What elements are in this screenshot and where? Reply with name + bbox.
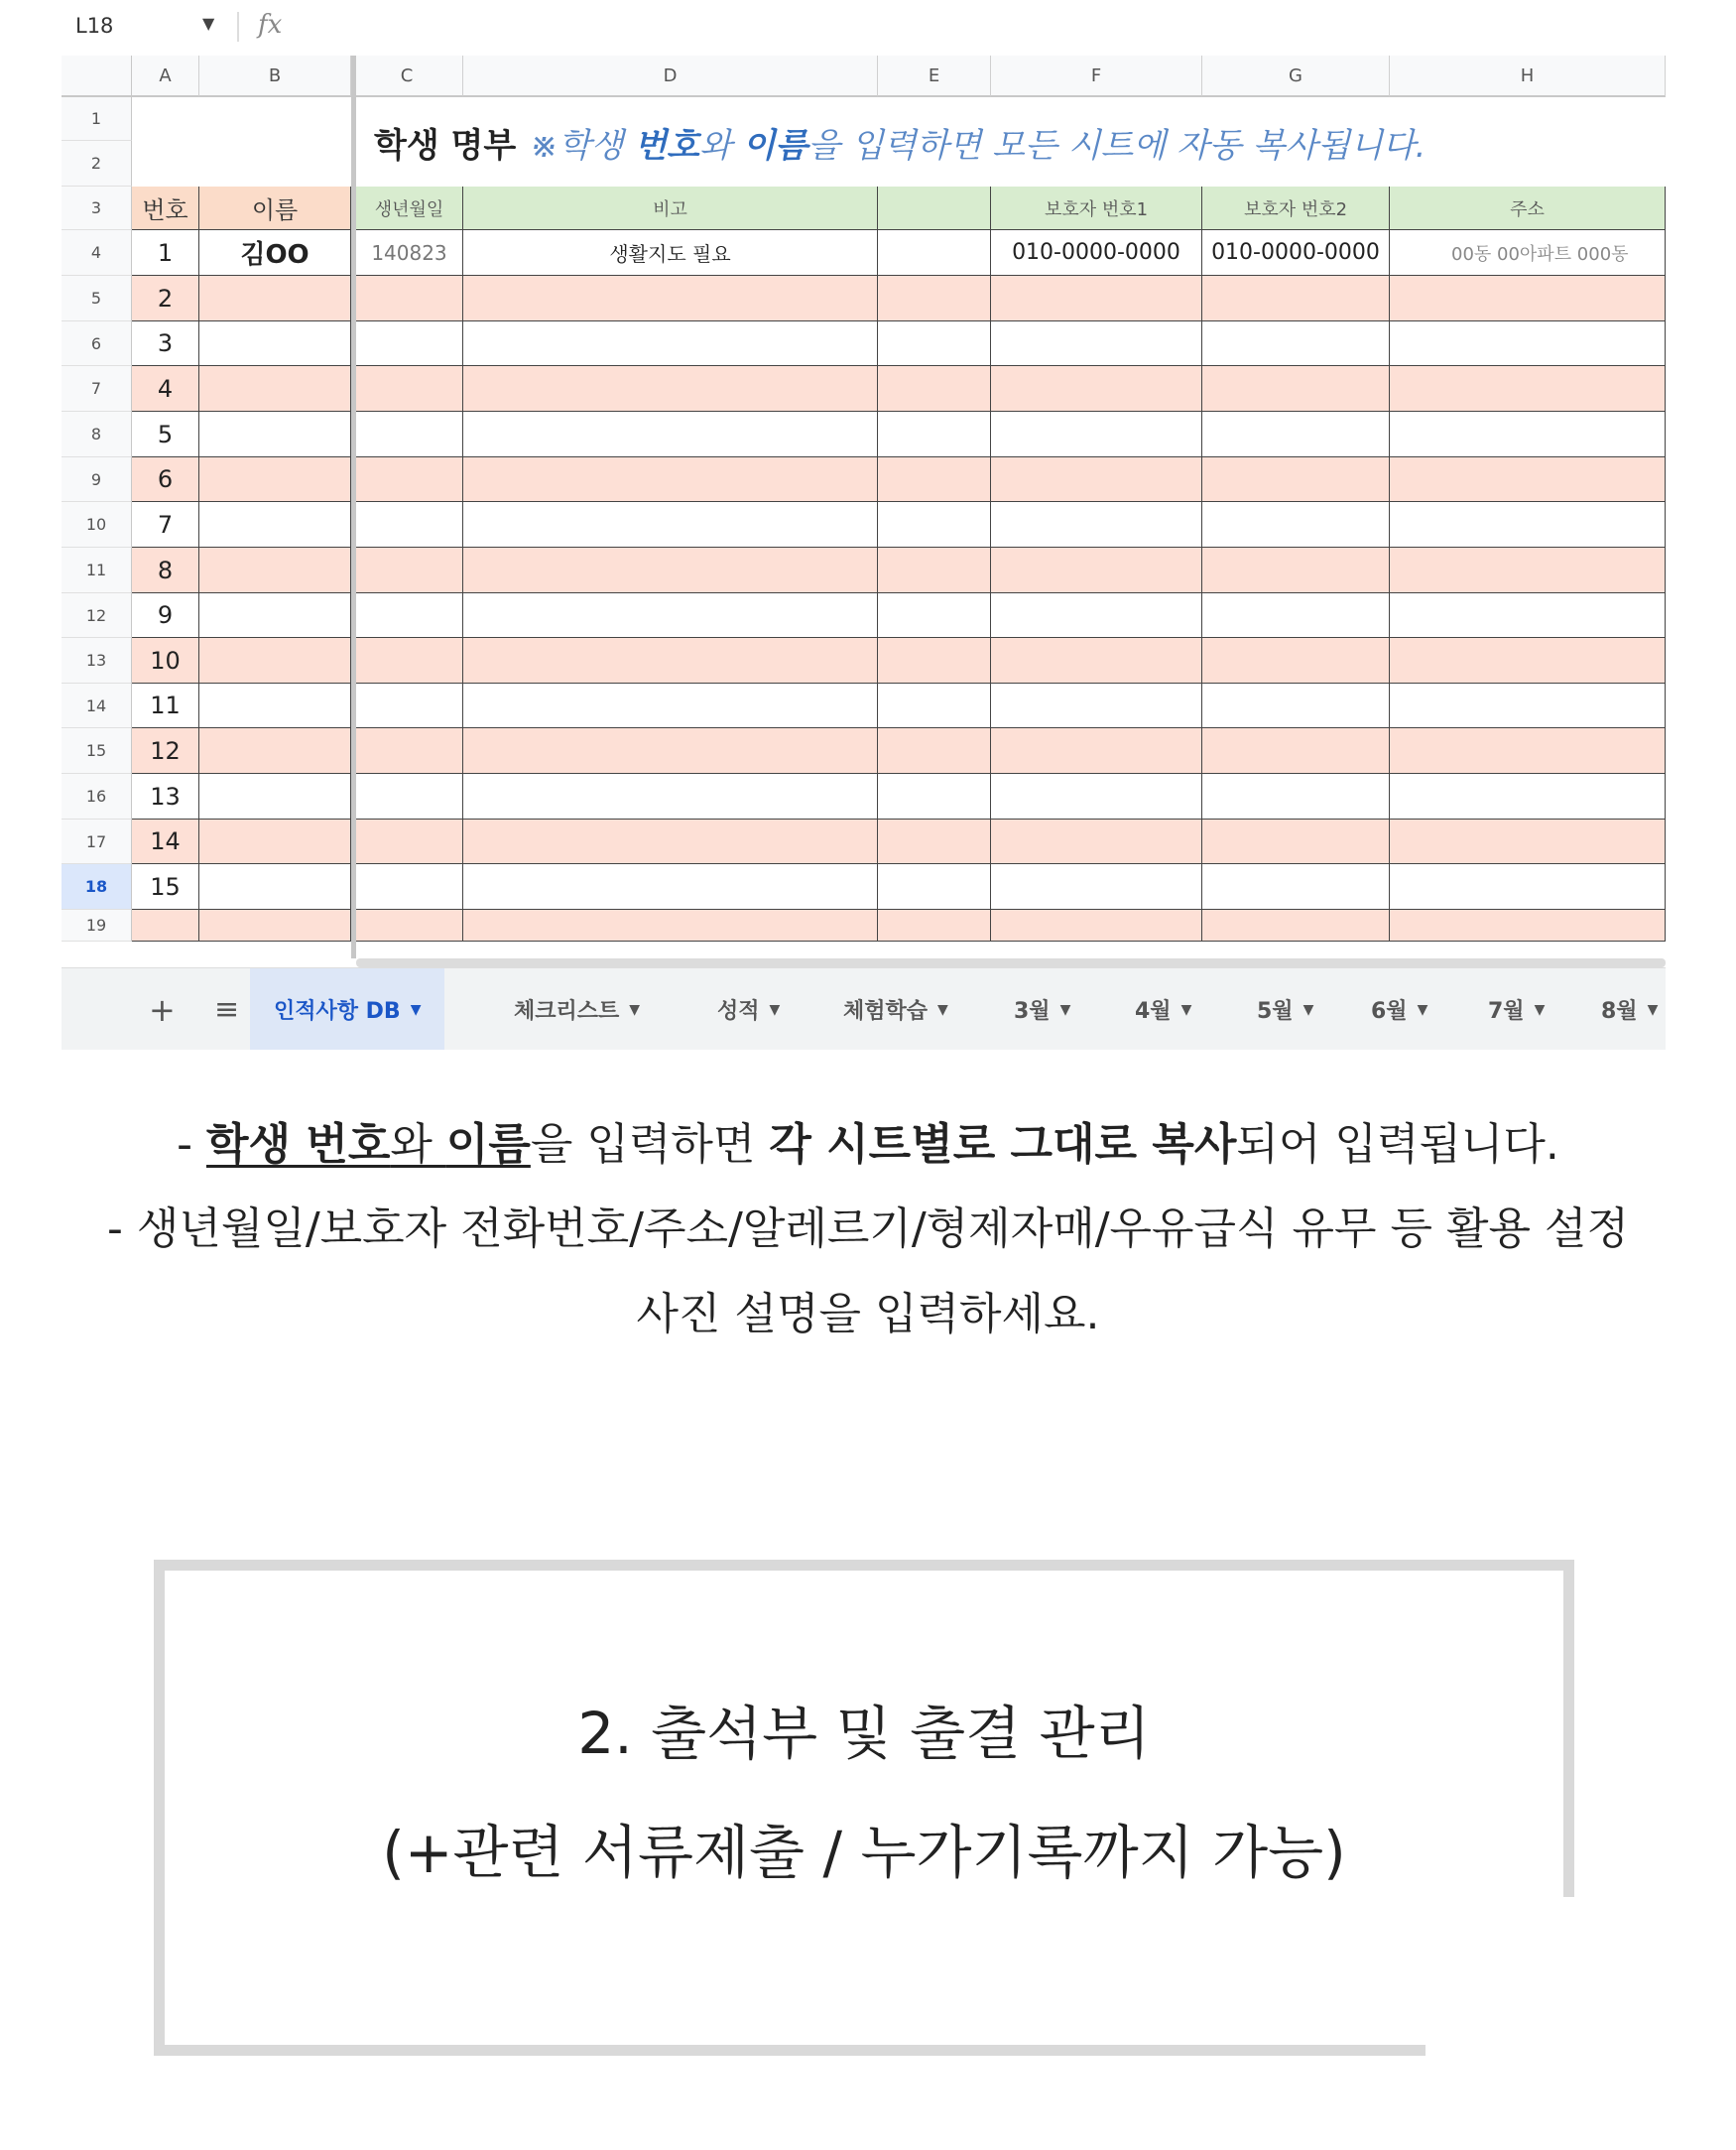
- table-cell[interactable]: [991, 910, 1202, 942]
- table-cell[interactable]: [199, 366, 351, 412]
- row-header-17[interactable]: 17: [62, 820, 132, 864]
- sheet-list-icon[interactable]: ≡: [214, 992, 240, 1027]
- box-border-bottom: [154, 2045, 1426, 2056]
- section-title: 2. 출석부 및 출결 관리: [577, 1700, 1151, 1767]
- table-cell[interactable]: [878, 321, 991, 366]
- row-header-16[interactable]: 16: [62, 774, 132, 820]
- table-header-cell[interactable]: 번호: [132, 187, 199, 230]
- table-cell[interactable]: [1202, 321, 1390, 366]
- tab-label: 4월: [1135, 999, 1172, 1024]
- table-cell[interactable]: [199, 910, 351, 942]
- table-cell[interactable]: [463, 321, 878, 366]
- row-number-cell[interactable]: 9: [132, 593, 199, 638]
- table-cell[interactable]: [991, 820, 1202, 864]
- table-cell[interactable]: [463, 457, 878, 502]
- table-cell[interactable]: [199, 412, 351, 457]
- column-header-B[interactable]: B: [199, 56, 351, 97]
- chevron-down-icon[interactable]: ▼: [937, 1001, 948, 1018]
- table-cell[interactable]: [991, 684, 1202, 728]
- table-cell[interactable]: [356, 820, 463, 864]
- table-cell[interactable]: [991, 728, 1202, 774]
- table-cell[interactable]: [356, 457, 463, 502]
- row-header-15[interactable]: 15: [62, 728, 132, 774]
- row-header-3[interactable]: 3: [62, 187, 132, 230]
- fx-icon: fx: [258, 10, 283, 40]
- section-subtitle: (+관련 서류제출 / 누가기록까지 가능): [382, 1819, 1346, 1886]
- table-cell[interactable]: [878, 593, 991, 638]
- table-cell[interactable]: [1202, 457, 1390, 502]
- table-cell[interactable]: [463, 864, 878, 910]
- table-cell[interactable]: [356, 276, 463, 321]
- row-header-8[interactable]: 8: [62, 412, 132, 457]
- table-cell[interactable]: [878, 638, 991, 684]
- table-cell[interactable]: [1202, 820, 1390, 864]
- table-cell[interactable]: [991, 412, 1202, 457]
- tab-체험학습[interactable]: [843, 968, 948, 1050]
- table-cell[interactable]: [1390, 864, 1666, 910]
- row-header-5[interactable]: 5: [62, 276, 132, 321]
- table-cell[interactable]: [199, 321, 351, 366]
- table-cell[interactable]: [1202, 728, 1390, 774]
- row-header-10[interactable]: 10: [62, 502, 132, 548]
- row-number-cell[interactable]: 8: [132, 548, 199, 593]
- row-number-cell[interactable]: 10: [132, 638, 199, 684]
- row-header-12[interactable]: 12: [62, 593, 132, 638]
- tab-label: 6월: [1371, 999, 1408, 1024]
- row-header-7[interactable]: 7: [62, 366, 132, 412]
- column-header-E[interactable]: E: [878, 56, 991, 97]
- table-cell[interactable]: [463, 412, 878, 457]
- caption-line-2: - 생년월일/보호자 전화번호/주소/알레르기/형제자매/우유급식 유무 등 활용 설정: [106, 1203, 1630, 1254]
- tab-label: 3월: [1014, 999, 1051, 1024]
- row-header-4[interactable]: 4: [62, 230, 132, 276]
- table-cell[interactable]: [1202, 593, 1390, 638]
- table-cell[interactable]: [463, 774, 878, 820]
- table-header-cell[interactable]: 주소: [1390, 187, 1666, 230]
- table-cell[interactable]: 생활지도 필요: [463, 230, 878, 276]
- name-box[interactable]: L18: [75, 14, 114, 38]
- table-cell[interactable]: [463, 820, 878, 864]
- table-cell[interactable]: [199, 638, 351, 684]
- table-cell[interactable]: 010-0000-0000: [991, 230, 1202, 276]
- table-cell[interactable]: [356, 638, 463, 684]
- row-header-1[interactable]: 1: [62, 97, 132, 141]
- table-cell[interactable]: [1390, 593, 1666, 638]
- table-cell[interactable]: [878, 230, 991, 276]
- divider: [237, 12, 239, 42]
- table-header-cell[interactable]: 보호자 번호1: [991, 187, 1202, 230]
- table-cell[interactable]: [463, 548, 878, 593]
- row-number-cell[interactable]: 14: [132, 820, 199, 864]
- spreadsheet: [62, 0, 1666, 1050]
- table-cell[interactable]: [199, 864, 351, 910]
- row-number-cell[interactable]: 4: [132, 366, 199, 412]
- table-cell[interactable]: [878, 412, 991, 457]
- table-cell[interactable]: [878, 684, 991, 728]
- tab-label: 인적사항 DB: [274, 999, 401, 1024]
- table-cell[interactable]: [356, 864, 463, 910]
- row-header-18[interactable]: 18: [62, 864, 132, 910]
- row-number-cell[interactable]: 5: [132, 412, 199, 457]
- table-cell[interactable]: [463, 638, 878, 684]
- chevron-down-icon[interactable]: ▼: [1647, 1001, 1659, 1018]
- chevron-down-icon[interactable]: ▼: [629, 1001, 641, 1018]
- horizontal-scrollbar[interactable]: [356, 958, 1666, 967]
- table-cell[interactable]: [991, 457, 1202, 502]
- table-cell[interactable]: [1390, 548, 1666, 593]
- table-cell[interactable]: [356, 412, 463, 457]
- row-header-14[interactable]: 14: [62, 684, 132, 728]
- table-cell[interactable]: [878, 910, 991, 942]
- tab-label: 체험학습: [843, 999, 929, 1024]
- table-cell[interactable]: [356, 502, 463, 548]
- table-cell[interactable]: [356, 366, 463, 412]
- table-cell[interactable]: [991, 774, 1202, 820]
- title-note: ※학생 번호와 이름을 입력하면 모든 시트에 자동 복사됩니다.: [530, 125, 1426, 166]
- table-header-cell[interactable]: [878, 187, 991, 230]
- table-cell[interactable]: [1202, 412, 1390, 457]
- box-border-left: [154, 1560, 165, 2056]
- tab-3월[interactable]: [1014, 968, 1070, 1050]
- tab-label: 7월: [1488, 999, 1525, 1024]
- table-cell[interactable]: [878, 728, 991, 774]
- tab-성적[interactable]: [717, 968, 780, 1050]
- table-cell[interactable]: [991, 548, 1202, 593]
- table-cell[interactable]: [356, 321, 463, 366]
- formula-bar: [62, 0, 1666, 58]
- chevron-down-icon[interactable]: ▼: [202, 14, 215, 33]
- tab-인적사항 DB[interactable]: [250, 968, 444, 1050]
- row-number-cell[interactable]: 6: [132, 457, 199, 502]
- table-cell[interactable]: [1390, 728, 1666, 774]
- table-cell[interactable]: [199, 728, 351, 774]
- tab-label: 8월: [1601, 999, 1638, 1024]
- table-cell[interactable]: [1390, 366, 1666, 412]
- table-cell[interactable]: [878, 366, 991, 412]
- table-cell[interactable]: [878, 820, 991, 864]
- sheet-tab-bar: [62, 967, 1666, 1050]
- chevron-down-icon[interactable]: ▼: [1180, 1001, 1192, 1018]
- table-cell[interactable]: [991, 593, 1202, 638]
- table-cell[interactable]: [991, 366, 1202, 412]
- table-cell[interactable]: [991, 502, 1202, 548]
- tab-5월[interactable]: [1257, 968, 1313, 1050]
- sheet-title[interactable]: [356, 97, 1666, 187]
- chevron-down-icon[interactable]: ▼: [1417, 1001, 1428, 1018]
- table-cell[interactable]: [463, 502, 878, 548]
- table-cell[interactable]: [878, 548, 991, 593]
- caption-line-1: - 학생 번호와 이름을 입력하면 각 시트별로 그대로 복사되어 입력됩니다.: [177, 1119, 1559, 1170]
- table-cell[interactable]: [199, 548, 351, 593]
- add-sheet-icon[interactable]: +: [149, 990, 176, 1029]
- table-header-cell[interactable]: 비고: [463, 187, 878, 230]
- table-cell[interactable]: [1390, 774, 1666, 820]
- row-number-cell[interactable]: 2: [132, 276, 199, 321]
- table-cell[interactable]: [991, 276, 1202, 321]
- row-number-cell[interactable]: 1: [132, 230, 199, 276]
- column-header-H[interactable]: H: [1390, 56, 1666, 97]
- table-cell[interactable]: [1390, 457, 1666, 502]
- table-cell[interactable]: [1390, 820, 1666, 864]
- row-number-cell[interactable]: 11: [132, 684, 199, 728]
- row-header-13[interactable]: 13: [62, 638, 132, 684]
- column-header-F[interactable]: F: [991, 56, 1202, 97]
- table-cell[interactable]: [1202, 366, 1390, 412]
- chevron-down-icon[interactable]: ▼: [769, 1001, 781, 1018]
- table-cell[interactable]: [878, 276, 991, 321]
- table-cell[interactable]: 140823: [356, 230, 463, 276]
- select-all-corner[interactable]: [62, 56, 132, 97]
- table-cell[interactable]: 00동 00아파트 000동: [1390, 230, 1666, 276]
- table-header-cell[interactable]: 이름: [199, 187, 351, 230]
- freeze-divider[interactable]: [351, 56, 356, 958]
- table-cell[interactable]: [199, 774, 351, 820]
- table-cell[interactable]: [199, 684, 351, 728]
- tab-8월[interactable]: [1601, 968, 1658, 1050]
- tab-label: 성적: [717, 999, 760, 1024]
- table-cell[interactable]: 김OO: [199, 230, 351, 276]
- table-cell[interactable]: [1390, 502, 1666, 548]
- chevron-down-icon[interactable]: ▼: [1302, 1001, 1314, 1018]
- table-cell[interactable]: [463, 728, 878, 774]
- table-cell[interactable]: [356, 593, 463, 638]
- table-cell[interactable]: [1202, 276, 1390, 321]
- table-header-cell[interactable]: 보호자 번호2: [1202, 187, 1390, 230]
- table-cell[interactable]: [1202, 638, 1390, 684]
- table-cell[interactable]: [356, 684, 463, 728]
- chevron-down-icon[interactable]: ▼: [1534, 1001, 1546, 1018]
- table-cell[interactable]: [199, 457, 351, 502]
- table-header-cell[interactable]: 생년월일: [356, 187, 463, 230]
- table-cell[interactable]: [356, 728, 463, 774]
- table-cell[interactable]: [463, 366, 878, 412]
- row-header-19[interactable]: 19: [62, 910, 132, 942]
- table-cell[interactable]: [1202, 864, 1390, 910]
- column-header-C[interactable]: C: [351, 56, 463, 97]
- chevron-down-icon[interactable]: ▼: [410, 1001, 422, 1018]
- table-cell[interactable]: [1390, 412, 1666, 457]
- tab-label: 5월: [1257, 999, 1294, 1024]
- table-cell[interactable]: [1202, 774, 1390, 820]
- table-cell[interactable]: [1202, 548, 1390, 593]
- title-main: 학생 명부: [374, 125, 517, 166]
- table-cell[interactable]: [991, 321, 1202, 366]
- table-cell[interactable]: [991, 864, 1202, 910]
- table-cell[interactable]: [1390, 684, 1666, 728]
- row-header-11[interactable]: 11: [62, 548, 132, 593]
- table-cell[interactable]: [878, 457, 991, 502]
- chevron-down-icon[interactable]: ▼: [1059, 1001, 1071, 1018]
- table-cell[interactable]: [199, 276, 351, 321]
- table-cell[interactable]: [463, 684, 878, 728]
- table-cell[interactable]: [356, 774, 463, 820]
- table-cell[interactable]: [1202, 910, 1390, 942]
- table-cell[interactable]: [878, 502, 991, 548]
- column-header-G[interactable]: G: [1202, 56, 1390, 97]
- tab-체크리스트[interactable]: [514, 968, 640, 1050]
- caption-line-3: 사진 설명을 입력하세요.: [636, 1289, 1100, 1339]
- tab-6월[interactable]: [1371, 968, 1427, 1050]
- table-cell[interactable]: [878, 864, 991, 910]
- table-cell[interactable]: [1390, 321, 1666, 366]
- column-header-A[interactable]: A: [132, 56, 199, 97]
- row-number-cell[interactable]: 12: [132, 728, 199, 774]
- table-cell[interactable]: [1390, 638, 1666, 684]
- column-header-D[interactable]: D: [463, 56, 878, 97]
- table-cell[interactable]: [1390, 910, 1666, 942]
- row-number-cell[interactable]: 7: [132, 502, 199, 548]
- table-cell[interactable]: [199, 820, 351, 864]
- row-header-2[interactable]: 2: [62, 141, 132, 187]
- table-cell[interactable]: [463, 593, 878, 638]
- table-cell[interactable]: [463, 910, 878, 942]
- row-header-9[interactable]: 9: [62, 457, 132, 502]
- row-number-cell[interactable]: 13: [132, 774, 199, 820]
- table-cell[interactable]: [1202, 502, 1390, 548]
- box-border-top: [154, 1560, 1574, 1571]
- table-cell[interactable]: [878, 774, 991, 820]
- table-cell[interactable]: [1390, 276, 1666, 321]
- table-cell[interactable]: [356, 910, 463, 942]
- row-number-cell[interactable]: 15: [132, 864, 199, 910]
- tab-4월[interactable]: [1135, 968, 1191, 1050]
- tab-label: 체크리스트: [514, 999, 620, 1024]
- row-number-cell[interactable]: [132, 910, 199, 942]
- table-cell[interactable]: [199, 502, 351, 548]
- tab-7월[interactable]: [1488, 968, 1545, 1050]
- table-cell[interactable]: [991, 638, 1202, 684]
- table-cell[interactable]: [356, 548, 463, 593]
- row-header-6[interactable]: 6: [62, 321, 132, 366]
- table-cell[interactable]: 010-0000-0000: [1202, 230, 1390, 276]
- table-cell[interactable]: [463, 276, 878, 321]
- table-cell[interactable]: [1202, 684, 1390, 728]
- table-cell[interactable]: [199, 593, 351, 638]
- row-number-cell[interactable]: 3: [132, 321, 199, 366]
